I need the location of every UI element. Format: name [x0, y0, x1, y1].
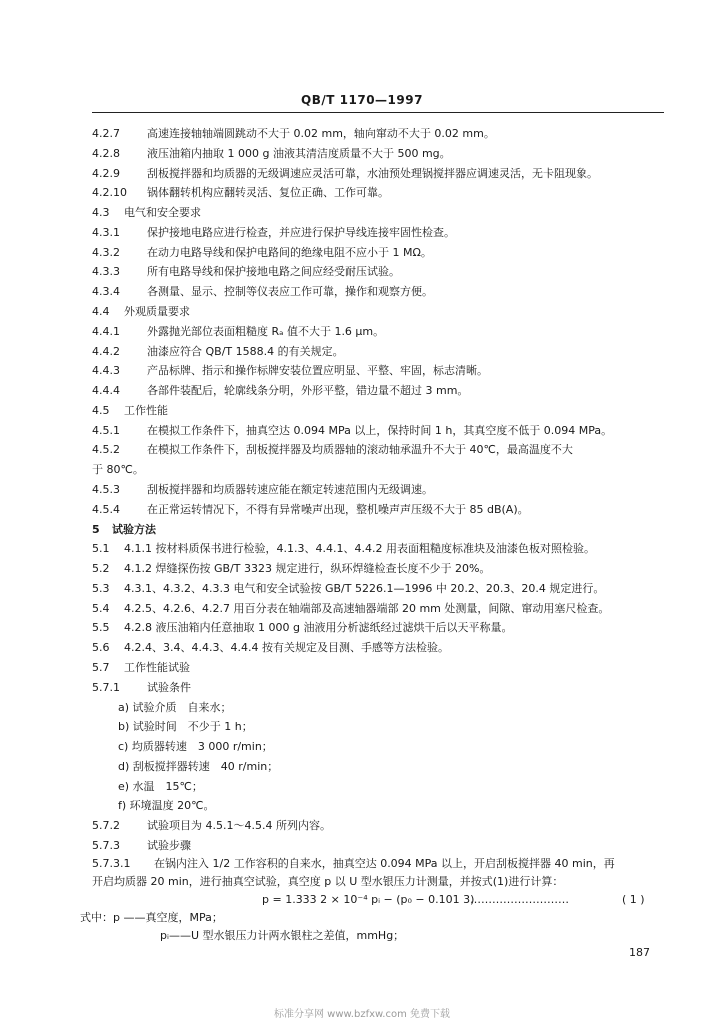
clause-number: 4.2.10	[92, 186, 127, 200]
clause-text: 在动力电路导线和保护电路间的绝缘电阻不应小于 1 MΩ。	[147, 245, 432, 259]
clause-text: 刮板搅拌器和均质器转速应能在额定转速范围内无级调速。	[147, 483, 433, 496]
clause-number: 4.5	[92, 403, 110, 417]
clause-text: f) 环境温度 20℃。	[118, 799, 215, 813]
clause-number: 4.3.4	[92, 285, 120, 299]
clause-text: 试验项目为 4.5.1～4.5.4 所列内容。	[147, 819, 331, 833]
standard-header: QB/T 1170—1997	[301, 93, 423, 107]
clause-text: 高速连接轴轴端圆跳动不大于 0.02 mm，轴向窜动不大于 0.02 mm。	[147, 127, 495, 140]
clause-number: 5.1	[92, 542, 110, 556]
formula-number: ( 1 )	[622, 893, 645, 906]
clause-number: 4.4.3	[92, 364, 120, 378]
formula-leader: ………………………	[470, 893, 569, 906]
clause-text: 4.2.5、4.2.6、4.2.7 用百分表在轴端部及高速轴器端部 20 mm 处测量，间隙、窜动用塞尺检查。	[124, 601, 610, 615]
clause-text: 4.3.1、4.3.2、4.3.3 电气和安全试验按 GB/T 5226.1—1996 中 20.2、20.3、20.4 规定进行。	[124, 581, 605, 595]
clause-number: 5.7.2	[92, 819, 120, 833]
clause-text: 产品标牌、指示和操作标牌安装位置应明显、平整、牢固，标志清晰。	[147, 364, 488, 378]
clause-number: 4.3.1	[92, 225, 120, 239]
clause-number: 4.2.8	[92, 146, 120, 160]
clause-number: 4.5.3	[92, 483, 120, 496]
clause-text: 在模拟工作条件下，抽真空达 0.094 MPa 以上，保持时间 1 h，其真空度不低于 0.094 MPa。	[147, 423, 613, 437]
clause-number: 5.3	[92, 581, 110, 595]
clause-number: 4.3.3	[92, 265, 120, 279]
clause-number: 4.4.4	[92, 384, 120, 398]
clause-number: 5.6	[92, 641, 110, 655]
clause-text: 锅体翻转机构应翻转灵活、复位正确、工作可靠。	[147, 186, 389, 200]
clause-number: 4.5.2	[92, 443, 120, 457]
para-5731-line2: 开启均质器 20 min，进行抽真空试验，真空度 p 以 U 型水银压力计测量，并按式(1)进行计算：	[92, 875, 564, 888]
clause-text: 油漆应符合 QB/T 1588.4 的有关规定。	[147, 344, 344, 358]
clause-text: 所有电路导线和保护接地电路之间应经受耐压试验。	[147, 265, 400, 279]
clause-number: 5	[92, 522, 100, 536]
clause-text: a) 试验介质 自来水；	[118, 700, 232, 714]
clause-number: 4.2.9	[92, 166, 120, 180]
clause-text: 各部件装配后，轮廓线条分明，外形平整，错边量不超过 3 mm。	[147, 384, 469, 398]
clause-text: 各测量、显示、控制等仪表应工作可靠，操作和观察方便。	[147, 285, 433, 299]
clause-text: d) 刮板搅拌器转速 40 r/min；	[118, 759, 279, 773]
clause-number: 4.4.2	[92, 344, 120, 358]
clause-text: 工作性能试验	[124, 661, 190, 674]
clause-text: b) 试验时间 不少于 1 h；	[118, 720, 253, 734]
clause-number: 4.5.4	[92, 502, 120, 516]
clause-text: 外露抛光部位表面粗糙度 Rₐ 值不大于 1.6 μm。	[147, 324, 385, 338]
clause-text: 试验条件	[147, 680, 191, 694]
clause-text: 试验方法	[112, 522, 156, 536]
clause-number: 5.5	[92, 621, 110, 635]
header-rule	[92, 112, 664, 113]
clause-text: 保护接地电路应进行检查，并应进行保护导线连接牢固性检查。	[147, 225, 455, 239]
clause-text: 于 80℃。	[92, 463, 144, 477]
clause-number: 4.2.7	[92, 127, 120, 140]
clause-text: 外观质量要求	[124, 305, 190, 318]
clause-text: 刮板搅拌器和均质器的无级调速应灵活可靠，水油预处理锅搅拌器应调速灵活，无卡阻现象。	[147, 166, 598, 180]
clause-number: 5.7.3.1	[92, 857, 131, 870]
formula-expression: p = 1.333 2 × 10⁻⁴ pᵢ − (p₀ − 0.101 3)	[262, 893, 475, 906]
where-pi: pᵢ——U 型水银压力计两水银柱之差值，mmHg；	[160, 929, 405, 942]
clause-text: c) 均质器转速 3 000 r/min；	[118, 740, 273, 754]
clause-number: 5.2	[92, 562, 110, 576]
clause-text: 液压油箱内抽取 1 000 g 油液其清洁度质量不大于 500 mg。	[147, 146, 451, 160]
clause-number: 4.4.1	[92, 324, 120, 338]
clause-text: 4.2.8 液压油箱内任意抽取 1 000 g 油液用分析滤纸经过滤烘干后以天平称量。	[124, 621, 513, 635]
clause-text: 电气和安全要求	[124, 206, 201, 220]
clause-number: 5.7	[92, 661, 110, 674]
clause-number: 5.7.3	[92, 839, 120, 852]
clause-text: e) 水温 15℃；	[118, 779, 203, 793]
watermark-footer: 标准分享网 www.bzfxw.com 免费下载	[274, 1009, 450, 1020]
clause-text: 在锅内注入 1/2 工作容积的自来水，抽真空达 0.094 MPa 以上，开启刮板搅拌器 40 min，再	[154, 857, 615, 870]
clause-number: 4.3	[92, 206, 110, 220]
clause-text: 工作性能	[124, 403, 168, 417]
clause-text: 4.1.1 按材料质保书进行检验，4.1.3、4.4.1、4.4.2 用表面粗糙度标准块及油漆色板对照检验。	[124, 542, 595, 556]
clause-text: 在正常运转情况下，不得有异常噪声出现，整机噪声声压级不大于 85 dB(A)。	[147, 502, 529, 516]
clause-text: 试验步骤	[147, 839, 191, 852]
clause-text: 在模拟工作条件下，刮板搅拌器及均质器轴的滚动轴承温升不大于 40℃，最高温度不大	[147, 443, 573, 457]
clause-text: 4.1.2 焊缝探伤按 GB/T 3323 规定进行，纵环焊缝检查长度不少于 20%。	[124, 562, 491, 576]
para-5731-line1	[92, 857, 615, 871]
clause-number: 5.4	[92, 601, 110, 615]
clause-number: 4.4	[92, 305, 110, 318]
clause-text: 4.2.4、3.4、4.4.3、4.4.4 按有关规定及目测、手感等方法检验。	[124, 641, 449, 655]
clause-number: 4.5.1	[92, 423, 120, 437]
page-number: 187	[629, 946, 650, 959]
where-p: 式中：p ——真空度，MPa；	[80, 911, 223, 924]
clause-number: 4.3.2	[92, 245, 120, 259]
clause-number: 5.7.1	[92, 680, 120, 694]
